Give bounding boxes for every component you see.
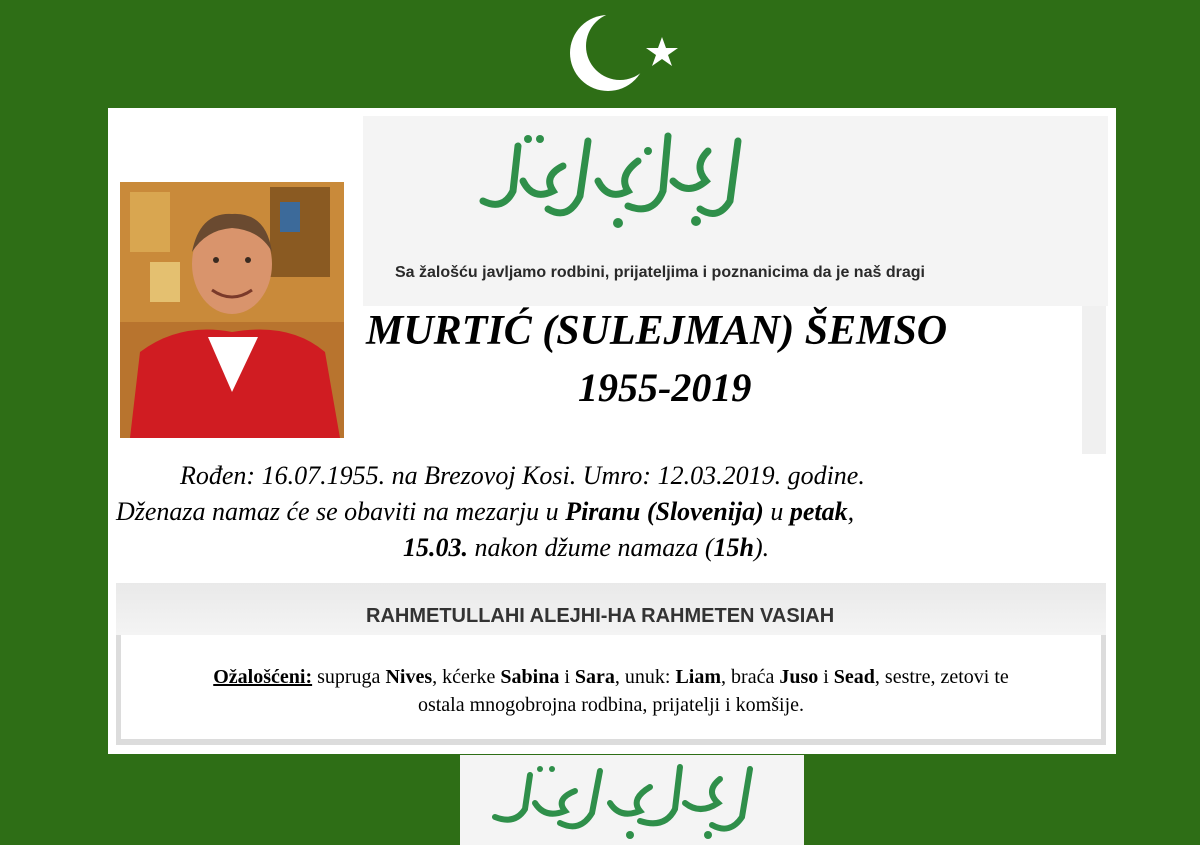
mourners-line2: ostala mnogobrojna rodbina, prijatelji i komšije. xyxy=(417,694,805,716)
funeral-text: Dženaza namaz će se obaviti na mezarju u xyxy=(116,497,566,526)
funeral-place: Piranu (Slovenija) xyxy=(565,497,764,526)
funeral-time-text: nakon džume namaza ( xyxy=(468,533,714,562)
mourners-box xyxy=(121,635,1101,739)
funeral-date: 15.03. xyxy=(403,533,468,562)
mourner-name: Nives xyxy=(385,666,433,688)
calligraphy-logo xyxy=(468,121,768,236)
crescent-star-icon xyxy=(570,8,690,98)
birth-death-line: Rođen: 16.07.1955. na Brezovoj Kosi. Umro: 12.03.2019. godine. xyxy=(180,461,865,490)
prayer-strip xyxy=(116,583,1106,635)
mourners-t6: i xyxy=(818,666,834,688)
prayer-text: RAHMETULLAHI ALEJHI-HA RAHMETEN VASIAH xyxy=(366,605,835,627)
intro-text: Sa žalošću javljamo rodbini, prijateljima i poznanicima da je naš dragi xyxy=(395,264,925,281)
mourners-section xyxy=(116,583,1106,745)
mourners-t3: i xyxy=(559,666,575,688)
mourner-name: Sara xyxy=(574,666,615,688)
funeral-comma: , xyxy=(847,497,855,526)
portrait-photo xyxy=(120,182,344,438)
mourner-name: Sead xyxy=(833,666,875,688)
mourners-label: Ožalošćeni: xyxy=(213,666,313,688)
mourners-t1: supruga xyxy=(312,666,386,688)
mourner-name: Juso xyxy=(779,666,819,688)
life-years: 1955-2019 xyxy=(578,365,752,410)
mourners-text xyxy=(121,663,1101,719)
funeral-line xyxy=(116,494,854,530)
deceased-name: MURTIĆ (SULEJMAN) ŠEMSO xyxy=(366,308,948,354)
obituary-card xyxy=(108,108,1116,754)
footer-banner xyxy=(460,755,804,845)
funeral-hour: 15h xyxy=(713,533,754,562)
funeral-time-end: ). xyxy=(754,533,770,562)
mourners-t7: , sestre, zetovi te xyxy=(874,666,1009,688)
mourner-name: Liam xyxy=(675,666,722,688)
decorative-strip xyxy=(1082,306,1106,454)
mourners-t4: , unuk: xyxy=(614,666,676,688)
footer-calligraphy-logo xyxy=(475,757,785,842)
mourners-t2: , kćerke xyxy=(432,666,501,688)
mourners-t5: , braća xyxy=(721,666,780,688)
funeral-text-2: u xyxy=(763,497,790,526)
header-banner xyxy=(363,116,1108,306)
mourner-name: Sabina xyxy=(500,666,560,688)
funeral-time-line xyxy=(403,530,769,566)
funeral-day: petak xyxy=(789,497,848,526)
